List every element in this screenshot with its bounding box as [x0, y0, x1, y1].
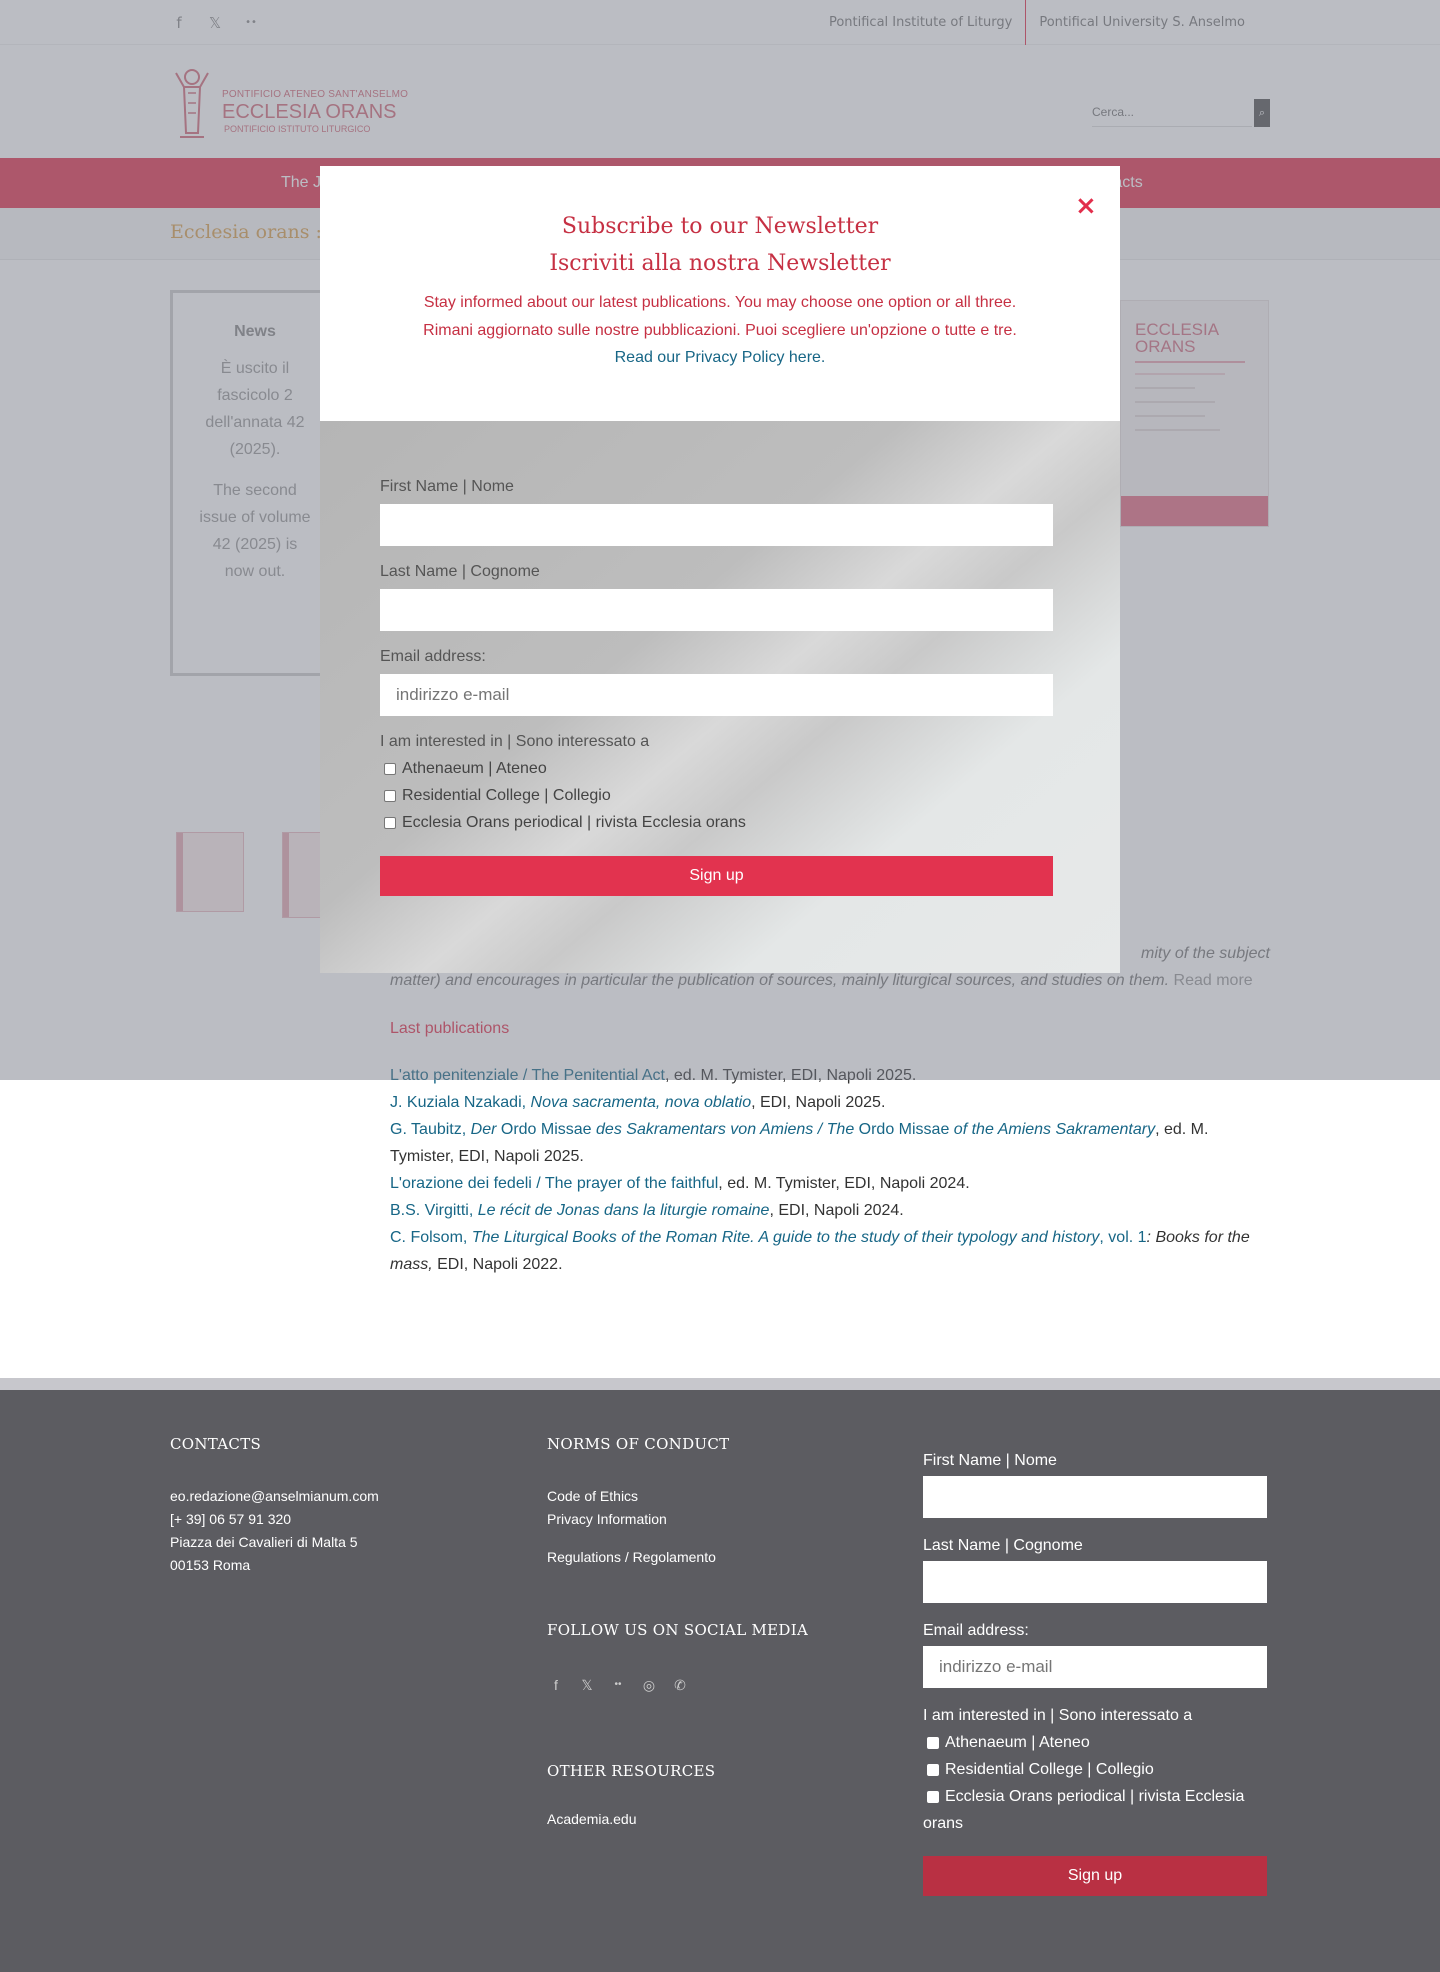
footer-contacts: [170, 1485, 379, 1577]
publication-link[interactable]: B.S. Virgitti, Le récit de Jonas dans la liturgie romaine: [390, 1202, 770, 1219]
contact-city: 00153 Roma: [170, 1557, 251, 1573]
list-item: J. Kuziala Nzakadi, Nova sacramenta, nova oblatio, EDI, Napoli 2025.: [390, 1094, 886, 1111]
close-icon[interactable]: ×: [1075, 191, 1097, 221]
list-item: B.S. Virgitti, Le récit de Jonas dans la liturgie romaine, EDI, Napoli 2024.: [390, 1202, 904, 1219]
facebook-icon[interactable]: f: [554, 1677, 558, 1693]
checkbox[interactable]: [927, 1737, 939, 1749]
footer-follow-title: FOLLOW US ON SOCIAL MEDIA: [547, 1621, 809, 1639]
interest-label: I am interested in | Sono interessato a: [380, 733, 650, 750]
interest-label: I am interested in | Sono interessato a: [923, 1707, 1193, 1724]
option-periodical[interactable]: Ecclesia Orans periodical | rivista Ecclesia orans: [384, 814, 746, 832]
footer: [0, 1390, 1440, 1972]
modal-newsletter-form: [320, 421, 1120, 973]
footer-norms-title: NORMS OF CONDUCT: [547, 1435, 730, 1453]
modal-heading-en: Subscribe to our Newsletter: [561, 214, 879, 239]
footer-norms: [547, 1485, 716, 1569]
publication-link[interactable]: L'orazione dei fedeli / The prayer of the faithful: [390, 1175, 719, 1192]
x-icon[interactable]: 𝕏: [581, 1677, 593, 1693]
contact-address: Piazza dei Cavalieri di Malta 5: [170, 1534, 358, 1550]
publication-link[interactable]: G. Taubitz, Der Ordo Missae des Sakramentars von Amiens / The Ordo Missae of the Amiens Sakramentary: [390, 1121, 1156, 1138]
checkbox[interactable]: [927, 1791, 939, 1803]
option-periodical-continued: orans: [923, 1815, 964, 1832]
newsletter-modal: [320, 166, 1120, 973]
first-name-field[interactable]: [923, 1476, 1267, 1518]
list-item: G. Taubitz, Der Ordo Missae des Sakramentars von Amiens / The Ordo Missae of the Amiens Sakramentary, ed. M. Tymister, EDI, Napoli 2025.: [390, 1121, 1209, 1165]
instagram-icon[interactable]: ◎: [642, 1677, 656, 1693]
first-name-field[interactable]: [380, 504, 1053, 546]
option-periodical[interactable]: Ecclesia Orans periodical | rivista Ecclesia: [927, 1788, 1244, 1806]
modal-subtitle-en: Stay informed about our latest publications. You may choose one option or all three.: [423, 294, 1017, 311]
email-field[interactable]: [923, 1646, 1267, 1688]
contact-email[interactable]: eo.redazione@anselmianum.com: [170, 1488, 379, 1504]
modal-subtitle-it: Rimani aggiornato sulle nostre pubblicazioni. Puoi scegliere un'opzione o tutte e tre.: [423, 322, 1017, 339]
privacy-policy-link[interactable]: Read our Privacy Policy here.: [614, 349, 826, 366]
first-name-label: First Name | Nome: [380, 478, 514, 495]
whatsapp-icon[interactable]: ✆: [674, 1677, 686, 1693]
footer-social-links: [547, 1676, 689, 1694]
academia-link[interactable]: Academia.edu: [547, 1811, 637, 1827]
option-college[interactable]: Residential College | Collegio: [384, 787, 611, 805]
footer-other-title: OTHER RESOURCES: [547, 1762, 716, 1780]
signup-button[interactable]: Sign up: [380, 856, 1053, 896]
option-college[interactable]: Residential College | Collegio: [927, 1761, 1154, 1779]
publications-list: [390, 1062, 1270, 1278]
email-field[interactable]: [380, 674, 1053, 716]
email-label: Email address:: [923, 1622, 1029, 1639]
email-label: Email address:: [380, 648, 486, 665]
checkbox[interactable]: [384, 790, 396, 802]
option-athenaeum[interactable]: Athenaeum | Ateneo: [384, 760, 547, 778]
contact-phone: [+ 39] 06 57 91 320: [170, 1511, 292, 1527]
flickr-icon[interactable]: ••: [614, 1679, 622, 1690]
code-of-ethics-link[interactable]: Code of Ethics: [547, 1488, 639, 1504]
last-name-field[interactable]: [923, 1561, 1267, 1603]
last-name-label: Last Name | Cognome: [923, 1537, 1083, 1554]
footer-divider: [0, 1378, 1440, 1390]
last-name-label: Last Name | Cognome: [380, 563, 540, 580]
regulations-link[interactable]: Regulations / Regolamento: [547, 1549, 716, 1565]
checkbox[interactable]: [927, 1764, 939, 1776]
checkbox[interactable]: [384, 817, 396, 829]
option-athenaeum[interactable]: Athenaeum | Ateneo: [927, 1734, 1090, 1752]
first-name-label: First Name | Nome: [923, 1452, 1057, 1469]
checkbox[interactable]: [384, 763, 396, 775]
modal-heading-it: Iscriviti alla nostra Newsletter: [549, 251, 891, 276]
footer-contacts-title: CONTACTS: [170, 1435, 262, 1453]
list-item: L'orazione dei fedeli / The prayer of the faithful, ed. M. Tymister, EDI, Napoli 2024.: [390, 1175, 970, 1192]
publication-link[interactable]: C. Folsom, The Liturgical Books of the Roman Rite. A guide to the study of their typology and history, vol. 1: [390, 1229, 1147, 1246]
footer-other: [547, 1808, 637, 1831]
privacy-information-link[interactable]: Privacy Information: [547, 1511, 667, 1527]
list-item: C. Folsom, The Liturgical Books of the Roman Rite. A guide to the study of their typology and history, vol. 1: Books for the mass, EDI, Napoli 2022.: [390, 1229, 1250, 1273]
publication-link[interactable]: J. Kuziala Nzakadi, Nova sacramenta, nova oblatio: [390, 1094, 752, 1111]
footer-signup-button[interactable]: Sign up: [923, 1856, 1267, 1896]
last-name-field[interactable]: [380, 589, 1053, 631]
